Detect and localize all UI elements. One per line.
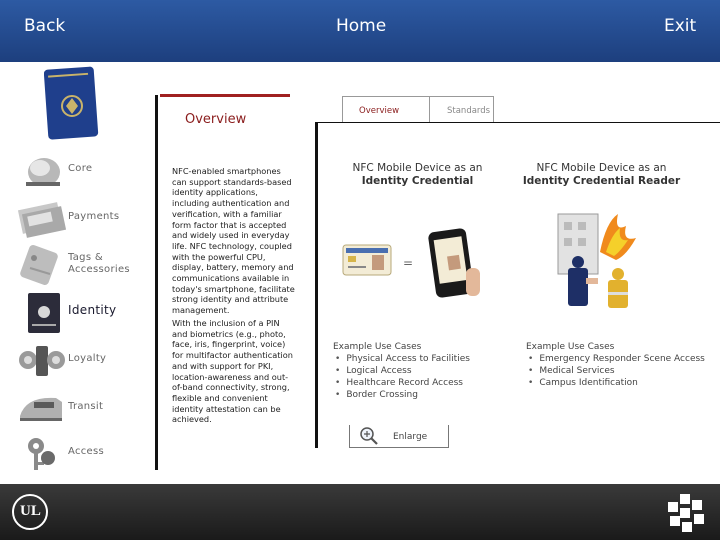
ul-logo-text: UL (20, 503, 41, 519)
magnifier-icon (359, 426, 379, 446)
right-column-title (514, 162, 689, 188)
enlarge-label: Enlarge (393, 432, 428, 442)
sidebar-item-transit[interactable] (8, 386, 158, 430)
sidebar-item-label: Loyalty (68, 353, 107, 364)
transit-icon (16, 386, 66, 428)
exit-button[interactable]: Exit (664, 16, 697, 36)
enlarge-button[interactable] (349, 425, 449, 448)
overview-paragraph-2: With the inclusion of a PIN and biometrics (e.g., photo, face, iris, fingerprint, voice) for multifactor authentication and with support for PKI, location-awareness and out-of-band connectivity, strong, flexible and convenient identity attestation can be achieved. (172, 318, 293, 425)
loyalty-icon (16, 340, 66, 382)
equals-sign: = (403, 256, 414, 270)
right-title-line2: Identity Credential Reader (522, 175, 681, 187)
sidebar-item-label: Identity (68, 303, 117, 317)
sidebar-item-label: Tags & Accessories (68, 252, 130, 275)
left-column-title (330, 162, 505, 188)
overview-paragraph-1: NFC-enabled smartphones can support standards-based identity applications, including authentication and verification, with a familiar form factor that is accepted and widely used in everyday life. NFC technology, coupled with the powerful CPU, display, battery, memory and communications available in today's smartphone, facilitate strong identity and attribute management. (172, 166, 295, 316)
sidebar-item-identity[interactable] (8, 292, 158, 336)
panel-left-edge (315, 122, 318, 448)
sidebar-item-label: Transit (68, 401, 104, 412)
tab-standards[interactable]: Standards (447, 106, 491, 116)
list-item: • Campus Identification (526, 377, 705, 389)
right-use-cases (526, 341, 705, 389)
list-item: • Logical Access (333, 365, 470, 377)
core-icon (16, 150, 66, 192)
payments-icon (16, 196, 66, 238)
overview-accent-rule (160, 94, 290, 97)
sidebar-item-tags[interactable] (8, 244, 158, 288)
tab-divider (429, 97, 430, 123)
responder-scene-image (556, 212, 646, 310)
left-use-cases-heading: Example Use Cases (333, 342, 422, 352)
access-icon (16, 432, 66, 474)
passport-image (44, 66, 100, 140)
tags-icon (16, 244, 66, 286)
list-item: • Medical Services (526, 365, 705, 377)
right-title-line1: NFC Mobile Device as an (536, 162, 667, 174)
ul-logo (12, 494, 48, 530)
phone-image (426, 228, 484, 300)
tab-bar (342, 96, 494, 123)
sidebar-item-payments[interactable] (8, 196, 158, 240)
tab-overview[interactable]: Overview (359, 106, 400, 116)
list-item: • Physical Access to Facilities (333, 353, 470, 365)
left-title-line1: NFC Mobile Device as an (352, 162, 483, 174)
id-card-image (342, 244, 392, 276)
nfc-forum-logo (666, 494, 706, 532)
sidebar-item-label: Access (68, 446, 105, 457)
list-item: • Emergency Responder Scene Access (526, 353, 705, 365)
top-navigation-bar (0, 0, 720, 62)
left-use-cases (333, 341, 470, 401)
identity-icon (16, 292, 66, 334)
panel-top-edge (315, 122, 720, 123)
list-item: • Border Crossing (333, 389, 470, 401)
sidebar-item-access[interactable] (8, 432, 158, 476)
sidebar-item-loyalty[interactable] (8, 340, 158, 384)
list-item: • Healthcare Record Access (333, 377, 470, 389)
sidebar-item-label: Core (68, 163, 93, 174)
sidebar-item-core[interactable] (8, 150, 158, 194)
right-use-cases-heading: Example Use Cases (526, 342, 615, 352)
home-button[interactable]: Home (336, 16, 387, 36)
back-button[interactable]: Back (24, 16, 66, 36)
left-title-line2: Identity Credential (361, 175, 474, 187)
sidebar-item-label: Payments (68, 211, 120, 222)
footer-bar (0, 484, 720, 540)
overview-heading: Overview (185, 112, 247, 127)
